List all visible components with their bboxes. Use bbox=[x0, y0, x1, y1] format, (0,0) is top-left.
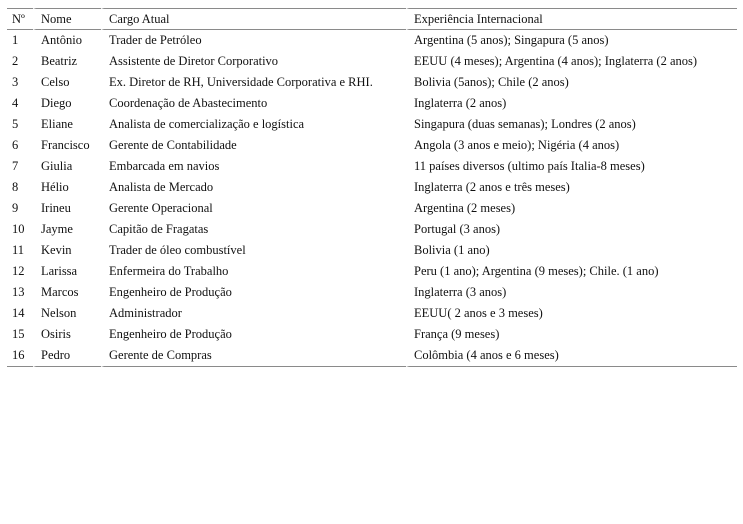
cell-name: Jayme bbox=[33, 219, 101, 240]
cell-number: 3 bbox=[12, 75, 19, 89]
table-row bbox=[7, 93, 737, 114]
cell-international-experience: Peru (1 ano); Argentina (9 meses); Chile. (1 ano) bbox=[406, 261, 737, 282]
cell-name: Hélio bbox=[33, 177, 101, 198]
cell-current-role: Analista de comercialização e logística bbox=[101, 114, 406, 135]
cell-international-experience: Angola (3 anos e meio); Nigéria (4 anos) bbox=[406, 135, 737, 156]
table-row bbox=[7, 219, 737, 240]
cell-international-experience: Bolivia (1 ano) bbox=[406, 240, 737, 261]
cell-name: Osiris bbox=[33, 324, 101, 345]
cell-international-experience: EEUU (4 meses); Argentina (4 anos); Inglaterra (2 anos) bbox=[406, 51, 737, 72]
table-row bbox=[7, 177, 737, 198]
table-row bbox=[7, 114, 737, 135]
cell-name: Giulia bbox=[33, 156, 101, 177]
cell-name: Larissa bbox=[33, 261, 101, 282]
cell-number: 4 bbox=[12, 96, 19, 110]
cell-name: Antônio bbox=[33, 30, 101, 51]
table-row bbox=[7, 282, 737, 303]
cell-current-role: Trader de Petróleo bbox=[101, 30, 406, 51]
cell-number: 6 bbox=[12, 138, 19, 152]
cell-name: Irineu bbox=[33, 198, 101, 219]
cell-number: 13 bbox=[12, 285, 25, 299]
cell-number: 11 bbox=[12, 243, 25, 257]
cell-international-experience: Singapura (duas semanas); Londres (2 anos) bbox=[406, 114, 737, 135]
cell-international-experience: 11 países diversos (ultimo país Italia-8 meses) bbox=[406, 156, 737, 177]
cell-current-role: Trader de óleo combustível bbox=[101, 240, 406, 261]
table-row bbox=[7, 303, 737, 324]
cell-number: 2 bbox=[12, 54, 19, 68]
cell-international-experience: Bolivia (5anos); Chile (2 anos) bbox=[406, 72, 737, 93]
cell-international-experience: Argentina (2 meses) bbox=[406, 198, 737, 219]
table-body bbox=[7, 30, 737, 367]
cell-number: 5 bbox=[12, 117, 19, 131]
cell-name: Eliane bbox=[33, 114, 101, 135]
cell-name: Francisco bbox=[33, 135, 101, 156]
cell-current-role: Coordenação de Abastecimento bbox=[101, 93, 406, 114]
cell-current-role: Gerente de Contabilidade bbox=[101, 135, 406, 156]
cell-current-role: Embarcada em navios bbox=[101, 156, 406, 177]
cell-number: 7 bbox=[12, 159, 19, 173]
table-row bbox=[7, 72, 737, 93]
cell-international-experience: Colômbia (4 anos e 6 meses) bbox=[406, 345, 737, 367]
cell-number: 12 bbox=[12, 264, 25, 278]
experience-table bbox=[7, 8, 737, 367]
cell-name: Celso bbox=[33, 72, 101, 93]
cell-international-experience: Inglaterra (3 anos) bbox=[406, 282, 737, 303]
cell-name: Diego bbox=[33, 93, 101, 114]
cell-number: 15 bbox=[12, 327, 25, 341]
table-row bbox=[7, 51, 737, 72]
cell-name: Marcos bbox=[33, 282, 101, 303]
table-row bbox=[7, 30, 737, 51]
table-row bbox=[7, 135, 737, 156]
table-header bbox=[7, 8, 737, 30]
cell-number: 14 bbox=[12, 306, 25, 320]
table-row bbox=[7, 261, 737, 282]
header-number: Nº bbox=[7, 8, 33, 30]
cell-name: Pedro bbox=[33, 345, 101, 367]
cell-current-role: Gerente de Compras bbox=[101, 345, 406, 367]
table-row bbox=[7, 345, 737, 367]
cell-name: Kevin bbox=[33, 240, 101, 261]
cell-current-role: Engenheiro de Produção bbox=[101, 282, 406, 303]
cell-international-experience: Argentina (5 anos); Singapura (5 anos) bbox=[406, 30, 737, 51]
cell-current-role: Engenheiro de Produção bbox=[101, 324, 406, 345]
cell-current-role: Ex. Diretor de RH, Universidade Corporativa e RHI. bbox=[101, 72, 406, 93]
cell-international-experience: Inglaterra (2 anos) bbox=[406, 93, 737, 114]
table-row bbox=[7, 240, 737, 261]
cell-international-experience: EEUU( 2 anos e 3 meses) bbox=[406, 303, 737, 324]
cell-international-experience: Inglaterra (2 anos e três meses) bbox=[406, 177, 737, 198]
header-name: Nome bbox=[33, 8, 101, 30]
table-row bbox=[7, 156, 737, 177]
table-row bbox=[7, 324, 737, 345]
cell-number: 9 bbox=[12, 201, 19, 215]
header-international-experience: Experiência Internacional bbox=[406, 8, 737, 30]
experience-table-container bbox=[7, 8, 737, 367]
cell-current-role: Capitão de Fragatas bbox=[101, 219, 406, 240]
cell-name: Beatriz bbox=[33, 51, 101, 72]
table-row bbox=[7, 198, 737, 219]
cell-current-role: Assistente de Diretor Corporativo bbox=[101, 51, 406, 72]
header-current-role: Cargo Atual bbox=[101, 8, 406, 30]
cell-current-role: Administrador bbox=[101, 303, 406, 324]
header-row bbox=[7, 8, 737, 30]
cell-number: 10 bbox=[12, 222, 25, 236]
cell-international-experience: França (9 meses) bbox=[406, 324, 737, 345]
cell-international-experience: Portugal (3 anos) bbox=[406, 219, 737, 240]
cell-name: Nelson bbox=[33, 303, 101, 324]
cell-number: 1 bbox=[12, 33, 19, 47]
cell-number: 16 bbox=[7, 345, 33, 367]
cell-number: 8 bbox=[12, 180, 19, 194]
cell-current-role: Analista de Mercado bbox=[101, 177, 406, 198]
cell-current-role: Enfermeira do Trabalho bbox=[101, 261, 406, 282]
cell-current-role: Gerente Operacional bbox=[101, 198, 406, 219]
